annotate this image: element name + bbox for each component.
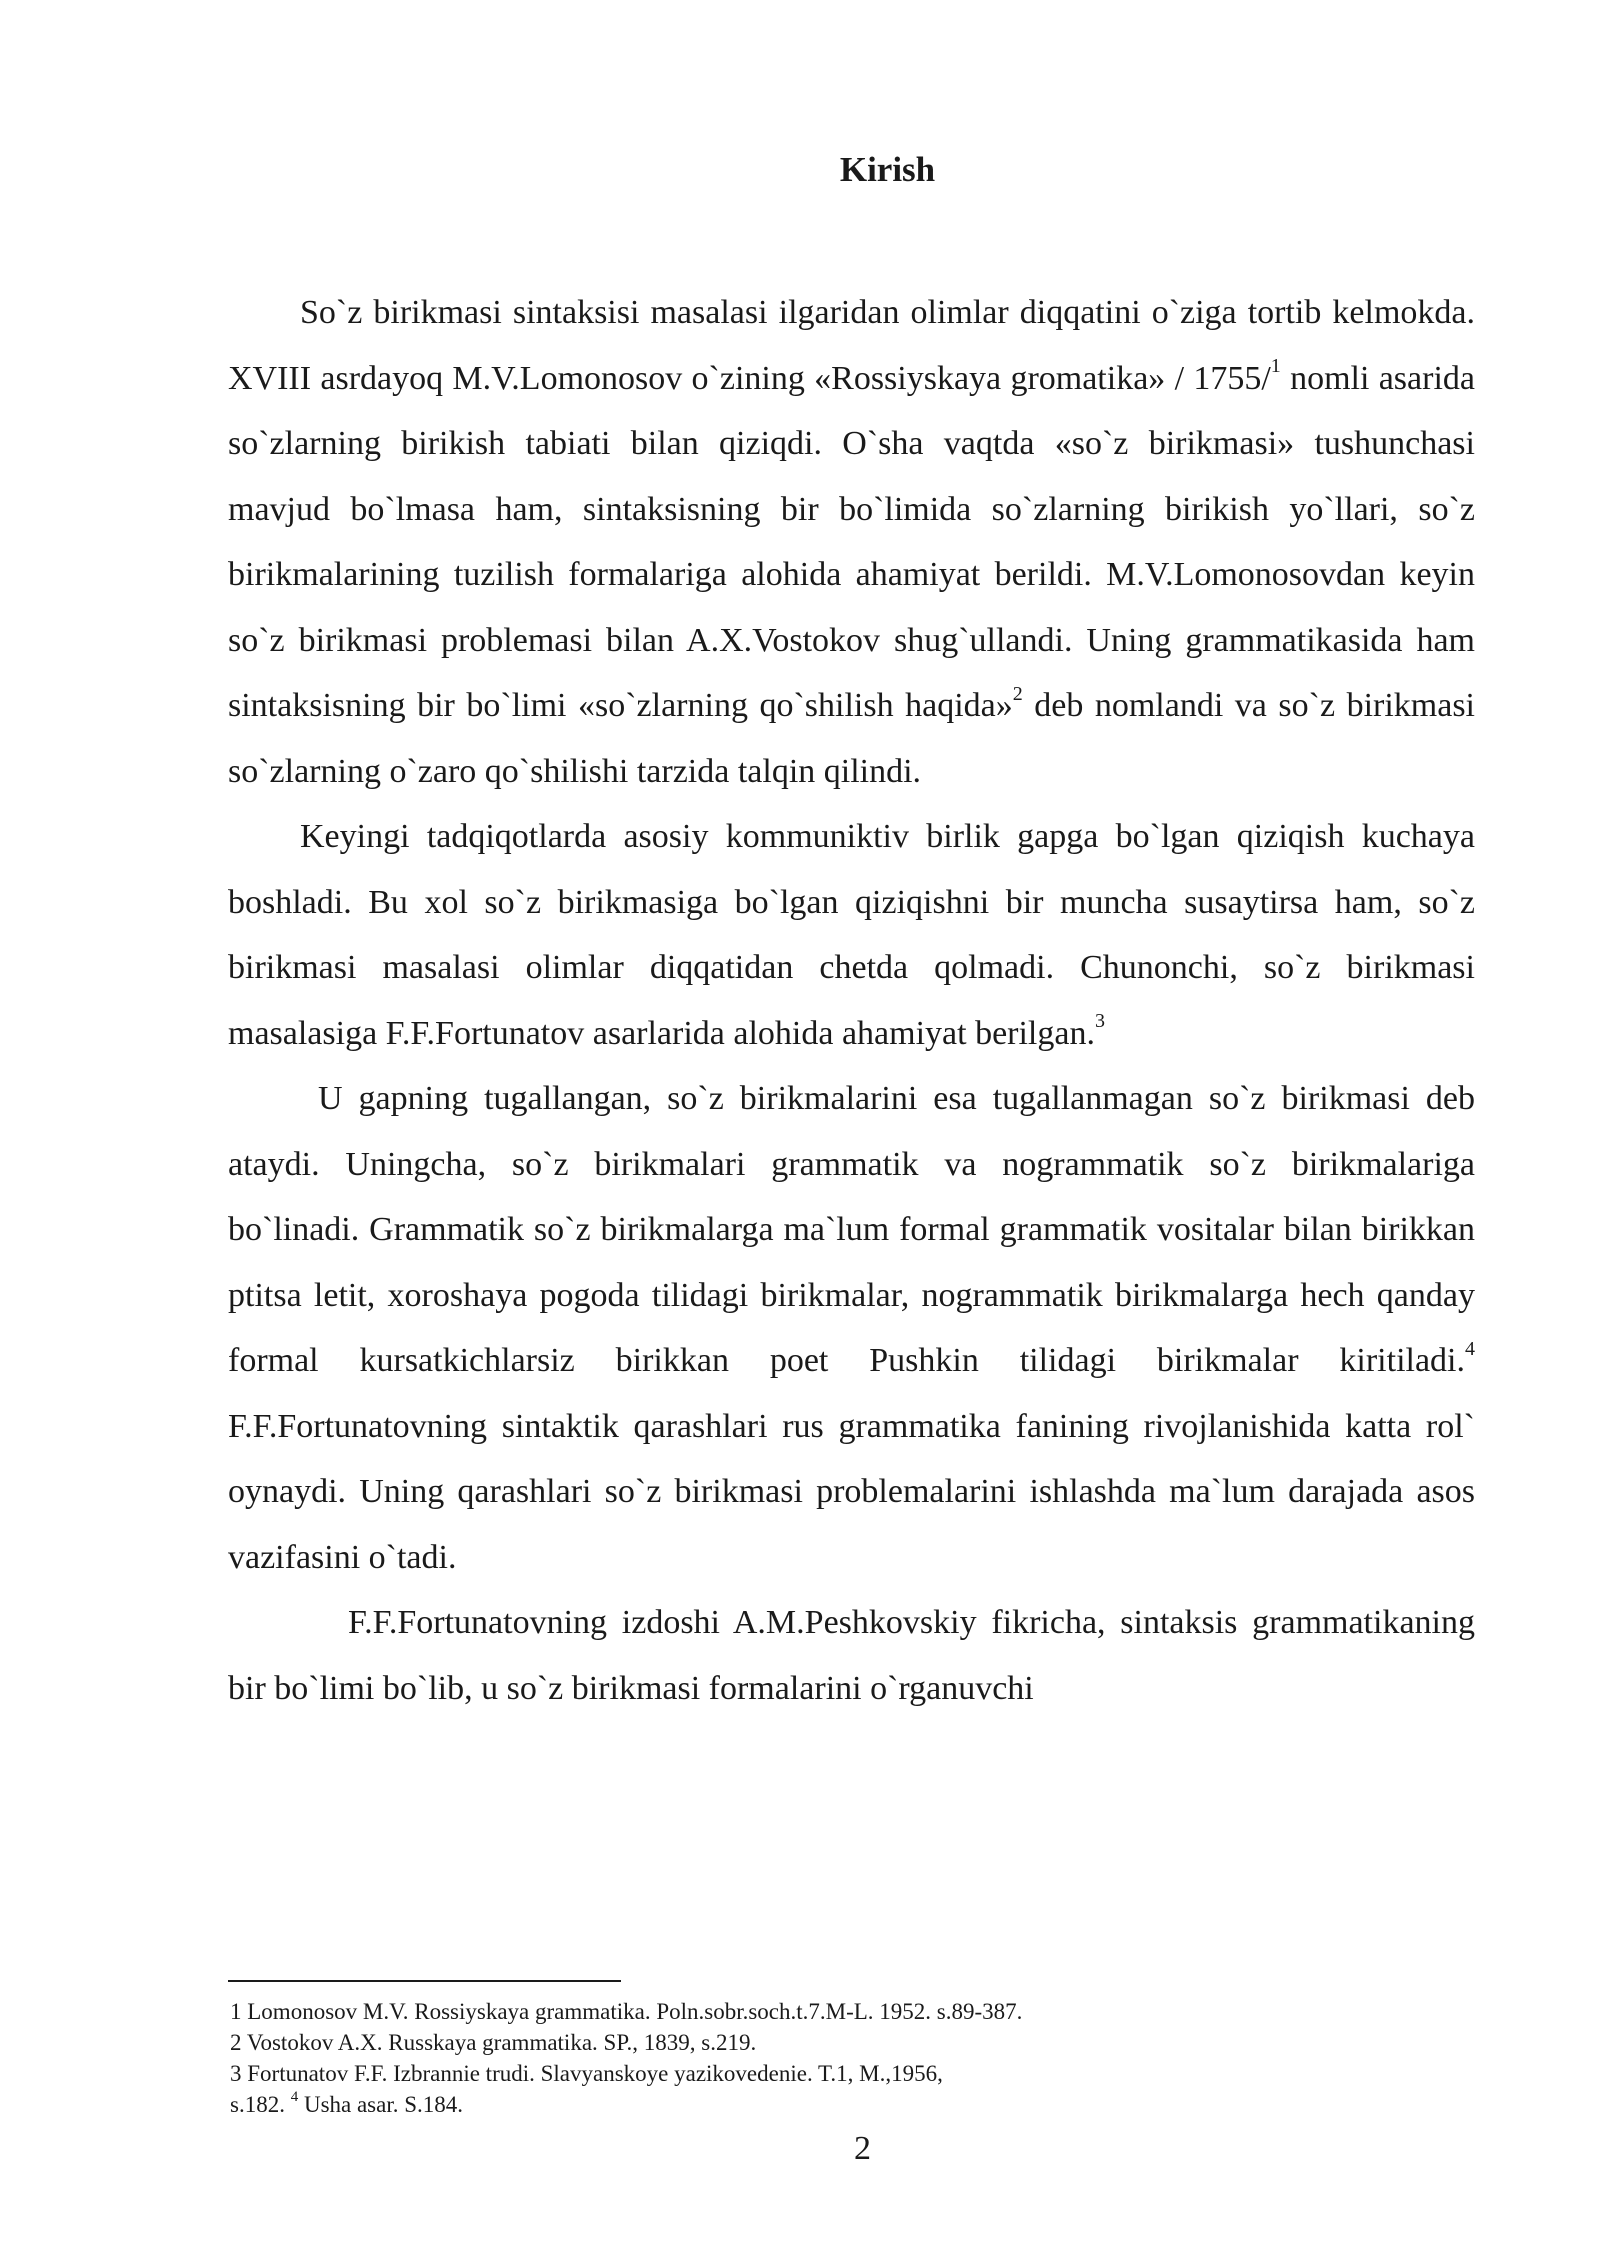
footnote-separator [228, 1980, 621, 1982]
paragraph-2-text-a: Keyingi tadqiqotlarda asosiy kommuniktiv birlik gapga bo`lgan qiziqish kuchaya boshladi. Bu xol so`z birikmasiga bo`lgan qiziqishni bir muncha susaytirsa ham, so`z birikmasi masalasi olimlar diqqatidan chetda qolmadi. Chunonchi, so`z birikmasi masalasiga F.F.Fortunatov asarlarida alohida ahamiyat berilgan. [228, 818, 1475, 1052]
paragraph-3-text-a: U gapning tugallangan, so`z birikmalarini esa tugallanmagan so`z birikmasi deb ataydi. Uningcha, so`z birikmalari grammatik va nogrammatik so`z birikmalariga bo`linadi. Grammatik so`z birikmalarga ma`lum formal grammatik vositalar bilan birikkan ptitsa letit, xoroshaya pogoda tilidagi birikmalar, nogrammatik birikmalarga hech qanday formal kursatkichlarsiz birikkan poet Pushkin tilidagi birikmalar kiritiladi. [228, 1080, 1475, 1379]
footnote-ref-4: 4 [1465, 1337, 1475, 1360]
footnote-3-pages: s.182. [230, 2092, 291, 2117]
footnote-1: 1 Lomonosov M.V. Rossiyskaya grammatika. Poln.sobr.soch.t.7.M-L. 1952. s.89-387. [230, 1999, 1023, 2024]
footnotes [230, 1996, 1230, 2120]
paragraph-4-text-a: F.F.Fortunatovning izdoshi A.M.Peshkovskiy fikricha, sintaksis grammatikaning bir bo`limi bo`lib, u so`z birikmasi formalarini o`rganuvchi [228, 1604, 1475, 1707]
footnote-3-continued [230, 2089, 1230, 2120]
footnote-3: 3 Fortunatov F.F. Izbrannie trudi. Slavyanskoye yazikovedenie. T.1, M.,1956, [230, 2061, 943, 2086]
paragraph-1-text-a: So`z birikmasi sintaksisi masalasi ilgaridan olimlar diqqatini o`ziga tortib kelmokda. XVIII asrdayoq M.V.Lomonosov o`zining «Rossiyskaya gromatika» / 1755/ [228, 294, 1475, 397]
paragraph-2 [228, 804, 1475, 1066]
footnote-ref-2: 2 [1012, 682, 1023, 705]
page-title: Kirish [839, 150, 936, 189]
paragraph-1-text-b: nomli asarida so`zlarning birikish tabiati bilan qiziqdi. O`sha vaqtda «so`z birikmasi» tushunchasi mavjud bo`lmasa ham, sintaksisning bir bo`limida so`zlarning birikish yo`llari, so`z birikmalarining tuzilish formalariga alohida ahamiyat berildi. M.V.Lomonosovdan keyin so`z birikmasi problemasi bilan A.X.Vostokov shug`ullandi. Uning grammatikasida ham sintaksisning bir bo`limi «so`zlarning qo`shilish haqida» [228, 359, 1475, 724]
paragraph-3-text-b: F.F.Fortunatovning sintaktik qarashlari rus grammatika fanining rivojlanishida katta rol` oynaydi. Uning qarashlari so`z birikmasi problemalarini ishlashda ma`lum darajada asos vazifasini o`tadi. [228, 1407, 1475, 1576]
body-text [228, 280, 1475, 1721]
paragraph-1 [228, 280, 1475, 804]
page-number: 2 [854, 2130, 871, 2167]
paragraph-4 [228, 1590, 1475, 1721]
paragraph-3 [228, 1066, 1475, 1590]
footnote-ref-3: 3 [1094, 1010, 1105, 1033]
footnote-2: 2 Vostokov A.X. Russkaya grammatika. SP., 1839, s.219. [230, 2030, 757, 2055]
footnote-4: Usha asar. S.184. [298, 2092, 464, 2117]
footnote-ref-1: 1 [1270, 355, 1281, 378]
paragraph-1-text-c: deb nomlandi va so`z birikmasi so`zlarning o`zaro qo`shilishi tarzida talqin qilindi. [228, 687, 1475, 790]
footnote-4-marker: 4 [290, 2089, 299, 2106]
